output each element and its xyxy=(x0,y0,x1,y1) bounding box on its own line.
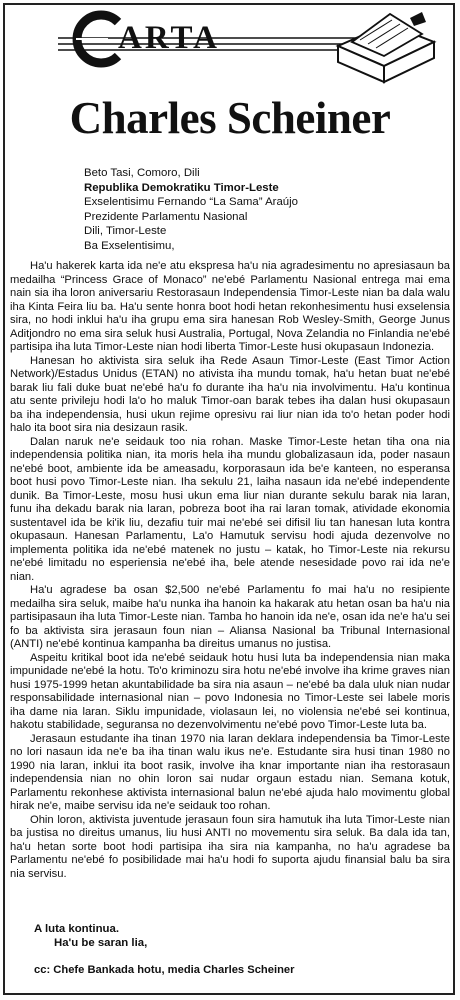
address-salutation: Ba Exselentisimu, xyxy=(84,239,175,252)
header xyxy=(0,0,460,95)
body-paragraph: Jerasaun estudante iha tinan 1970 nia laran deklara independensia ba Timor-Leste no lori nasaun ida ne'e ba iha tinan walu ikus ne'e. Estudante sira husi tinan 1980 no 1990 nia laran, inklui ita boot rasik, involve iha knar importante nian iha restorasaun independensia nian no ohin loron sai nudar orgaun estadu nian. Semana kotuk, Parlamentu rekonhese aktivista internasional balun ne'ebé ajuda halo movimentu global hirak ne'e, maibe servisu ida ne'e seidauk too rohan. xyxy=(10,732,450,812)
closing-signoff: Ha'u be saran lia, xyxy=(54,937,148,949)
body-paragraph: Ohin loron, aktivista juventude jerasaun foun sira hamutuk iha luta Timor-Leste nian ba justisa no direitus umanus, liu husi ANTI no movementu sira seluk. Ba dala ida tan, ha'u hetan sorte boot hodi partisipa iha sira nia kampanha, no ha'u agradese ba Parlamentu ne'ebé fo posibilidade mai ha'u hodi fo suporta ajudu finansial balu ba sira nia servisu. xyxy=(10,813,450,880)
address-line: Prezidente Parlamentu Nasional xyxy=(84,210,248,223)
body-paragraph: Dalan naruk ne'e seidauk too nia rohan. Maske Timor-Leste hetan tiha ona nia independensia politika nian, ita moris hela iha mundu globalizasaun ida, poder nasaun ne'ebé boot, ambiente ida be ameasadu, korporasaun ida be'e kanteen, no esperansa boot husi povo Timor-Leste nian. Iha sekulu 21, laiha nasaun ida ne'ebé independente dunik. Ba Timor-Leste, mosu husi ukun ema liur nian durante sekulu barak nia laran, funu iha dekadu barak nia laran, pobreza boot iha rai laran tomak, atividade ekonomia sustentavel ida be ki'ik liu, dezafiu tuir mai ne'ebé sei difisil liu tan hanesan luta kontra okupasaun. Hanesan Parlamentu, La'o Hamutuk servisu hodi ajuda dezenvolve no implementa politika ida ne'ebé matenek no justu – katak, ho Timor-Leste nia rekursu ne'ebé limitadu no esperiensia ne'ebé iha, bele atende nesesidade povo rai ida ne'e nian. xyxy=(10,435,450,583)
section-label: ARTA xyxy=(118,20,220,56)
mailbox-tray-icon xyxy=(330,6,440,88)
cc-line: cc: Chefe Bankada hotu, media Charles Scheiner xyxy=(34,964,295,976)
address-line: Dili, Timor-Leste xyxy=(84,225,167,237)
letter-body xyxy=(10,260,450,881)
body-paragraph: Aspeitu kritikal boot ida ne'ebé seidauk hotu husi luta ba independensia nian maka impunidade ne'ebé la hotu. To'o kriminozu sira hotu ne'ebé involve iha krime graves nian husi 1975-1999 hetan akuntabilidade ba sira nia asaun – ne'ebé ba dala uluk nian nudar responsabilidade internasional nian – povo Indonesia no Timor-Leste sei labele moris iha dame nia laran. Siklu impunidade, violasaun lei, no violensia ne'ebé sei kontinua, hakotu stabilidade, seguransa no dezenvolvimentu ne'ebé povo Timor-Leste luta ba. xyxy=(10,651,450,731)
address-line-country: Republika Demokratiku Timor-Leste xyxy=(84,181,279,194)
closing-block xyxy=(34,922,147,950)
closing-line: A luta kontinua. xyxy=(34,923,120,935)
address-line: Exselentisimu Fernando “La Sama” Araújo xyxy=(84,196,298,208)
body-paragraph: Hanesan ho aktivista sira seluk iha Rede Asaun Timor-Leste (East Timor Action Network)/Estadus Unidus (ETAN) no ativista iha mundu tomak, ha'u hetan buat ne'ebé barak liu fali duke buat ne'ebé ha'u fo durante iha ha'u nia involvimentu. Ha'u kontinua atu sente privileju hodi la'o ho maluk Timor-oan barak tebes iha dalan husi okupasaun ba iha independensia, husi ukun rejime opresivu rai liur nian ida to'o hetan poder hodi halo ita boot sira nia desizaun rasik. xyxy=(10,354,450,434)
address-line: Beto Tasi, Comoro, Dili xyxy=(84,167,200,179)
body-paragraph: Ha'u hakerek karta ida ne'e atu ekspresa ha'u nia agradesimentu no apresiasaun ba medailha “Princess Grace of Monaco” ne'ebé Parlamentu Nasional entrega mai ema nain sia iha loron aniversariu Restorasaun Independensia Timor-Leste nian ba dala walu iha Kinta Feira liu ba. Ha'u sente honra boot hodi hetan rekonhesimentu husi exselensia sira, no hodi inklui ha'u iha grupu ema sira hanesan Rob Wesley-Smith, George Junus Aditjondro no ema sira seluk husi Australia, Portugal, Nova Zelandia no Finlandia ne'ebé partisipa iha luta Timor-Leste nian hodi liberta Timor-Leste husi okupasaun Indonezia. xyxy=(10,260,450,353)
letter-author-title: Charles Scheiner xyxy=(69,93,391,143)
body-paragraph: Ha'u agradese ba osan $2,500 ne'ebé Parlamentu fo mai ha'u no resipiente medailha sira seluk, maibe ha'u nunka iha hanoin ka hakarak atu hetan osan ba ha'u nia partisipasaun iha luta Timor-Leste nian. Tamba ho hanoin ida ne'e, osan ida ne'e ha'u sei fo ba aktivista sira jerasaun foun nian – Aliansa Nasional ba Tribunal Internasional (ANTI) ne'ebé kontinua kampanha ba direitus umanus no justisa. xyxy=(10,584,450,650)
address-block xyxy=(84,166,298,253)
